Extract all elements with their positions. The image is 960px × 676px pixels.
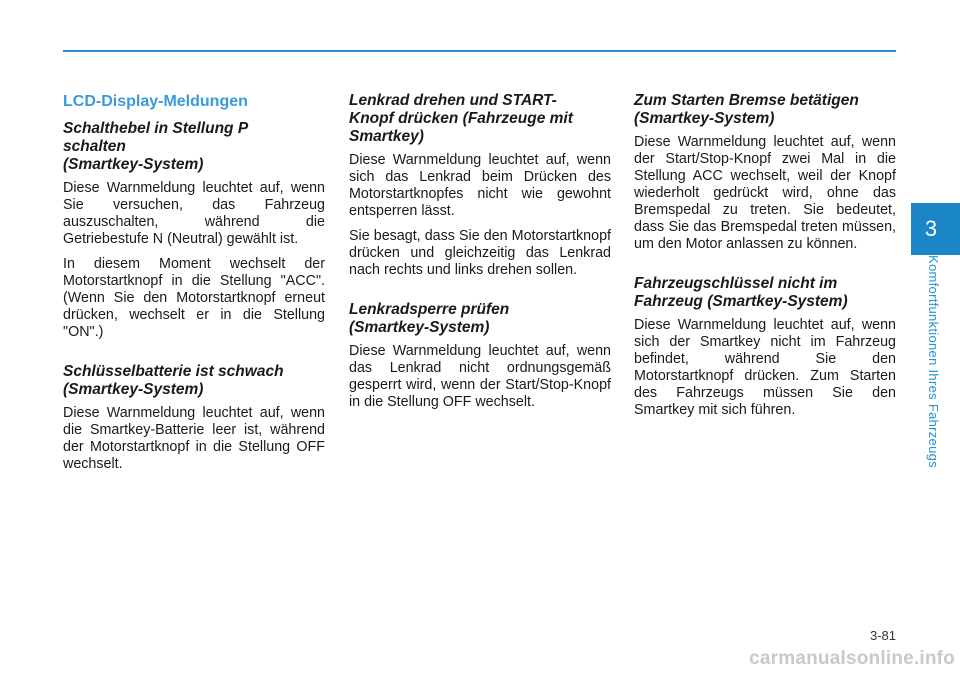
chapter-label: Komfortfunktionen Ihres Fahrzeugs — [926, 255, 941, 468]
heading-steering-lock: Lenkradsperre prüfen (Smartkey-System) — [349, 301, 510, 336]
para-shift-to-p-2: In diesem Moment wechselt der Motorstartknopf in die Stellung "ACC". (Wenn Sie den Motorstartknopf erneut drücken, wechselt er in die Stellung "ON".) — [63, 256, 325, 340]
heading-turn-wheel: Lenkrad drehen und START- Knopf drücken (Fahrzeuge mit Smartkey) — [349, 92, 573, 145]
heading-key-not-in-vehicle: Fahrzeugschlüssel nicht im Fahrzeug (Smartkey-System) — [634, 275, 848, 310]
column-2 — [349, 92, 611, 433]
column-3 — [634, 92, 896, 441]
block-key-not-in-vehicle — [634, 275, 896, 419]
heading-press-brake: Zum Starten Bremse betätigen (Smartkey-System) — [634, 92, 859, 127]
top-rule — [63, 50, 896, 52]
page-number: 3-81 — [869, 628, 896, 643]
heading-shift-to-p: Schalthebel in Stellung P schalten (Smartkey-System) — [63, 120, 249, 173]
section-title: LCD-Display-Meldungen — [63, 93, 248, 110]
block-press-brake — [634, 92, 896, 253]
block-shift-to-p — [63, 120, 325, 341]
para-steering-lock-1: Diese Warnmeldung leuchtet auf, wenn das Lenkrad nicht ordnungsgemäß gesperrt wird, wenn der Start/Stop-Knopf in die Stellung OFF wechselt. — [349, 343, 611, 410]
heading-key-battery: Schlüsselbatterie ist schwach (Smartkey-System) — [63, 363, 284, 398]
block-steering-lock — [349, 301, 611, 411]
para-turn-wheel-1: Diese Warnmeldung leuchtet auf, wenn sich das Lenkrad beim Drücken des Motorstartknopfes nicht wie gewohnt entsperren lässt. — [349, 152, 611, 219]
para-key-not-in-vehicle-1: Diese Warnmeldung leuchtet auf, wenn sich der Smartkey nicht im Fahrzeug befindet, während Sie den Motorstartknopf drücken. Zum Starten des Fahrzeugs müssen Sie den Smartkey mit sich führen. — [634, 317, 896, 418]
para-press-brake-1: Diese Warnmeldung leuchtet auf, wenn der Start/Stop-Knopf zwei Mal in die Stellung ACC wechselt, weil der Knopf wiederholt gedrückt wird, ohne das Bremspedal zu treten. Sie bedeutet, dass Sie das Bremspedal treten müssen, um den Motor anlassen zu können. — [634, 134, 896, 252]
para-key-battery-1: Diese Warnmeldung leuchtet auf, wenn die Smartkey-Batterie leer ist, während der Motorstartknopf in die Stellung OFF wechselt. — [63, 405, 325, 472]
chapter-number: 3 — [924, 216, 938, 241]
block-turn-wheel — [349, 92, 611, 279]
para-turn-wheel-2: Sie besagt, dass Sie den Motorstartknopf drücken und gleichzeitig das Lenkrad nach rechts und links drehen sollen. — [349, 228, 611, 278]
para-shift-to-p-1: Diese Warnmeldung leuchtet auf, wenn Sie versuchen, das Fahrzeug auszuschalten, während die Getriebestufe N (Neutral) gewählt ist. — [63, 180, 325, 247]
column-1 — [63, 92, 325, 495]
watermark: carmanualsonline.info — [749, 648, 955, 669]
chapter-tab — [911, 203, 960, 255]
block-key-battery — [63, 363, 325, 473]
